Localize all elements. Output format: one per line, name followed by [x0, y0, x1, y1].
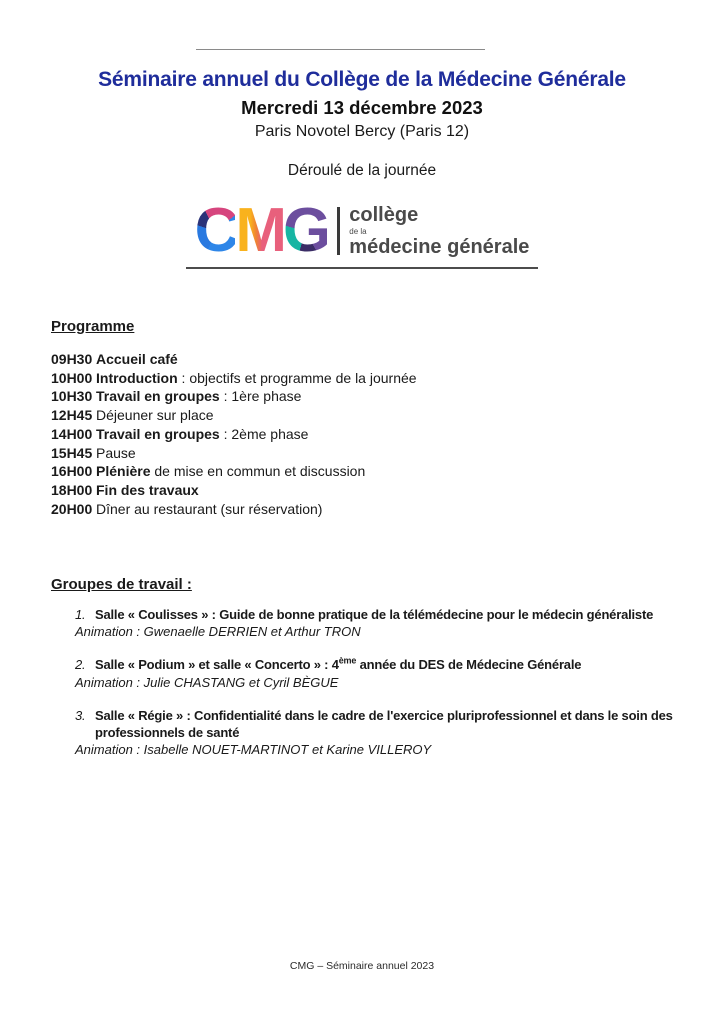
programme-row: [51, 350, 417, 369]
cmg-logo: [0, 196, 724, 265]
activity-bold: Travail en groupes: [96, 425, 220, 442]
seminar-title: Séminaire annuel du Collège de la Médecine Générale: [98, 68, 626, 91]
programme-list: [51, 350, 417, 518]
group-title-line: [75, 656, 675, 673]
activity-rest: de mise en commun et discussion: [150, 463, 366, 480]
activity-rest: : 1ère phase: [219, 388, 302, 405]
activity-bold: Fin des travaux: [96, 481, 199, 498]
time-label: 15H45: [51, 444, 93, 461]
programme-row: [51, 387, 417, 406]
group-animation: Animation : Julie CHASTANG et Cyril BÈGUE: [75, 674, 339, 690]
time-label: 09H30: [51, 351, 93, 367]
time-label: 18H00: [51, 481, 93, 498]
logo-letter-g: G: [283, 196, 328, 265]
programme-row: [51, 444, 417, 463]
group-title: [95, 657, 581, 672]
group-title: [95, 708, 673, 740]
logo-word-college: collège: [349, 204, 419, 226]
activity-bold: Accueil café: [96, 351, 178, 367]
cmg-logo-acronym: [194, 196, 338, 265]
working-groups-list: [75, 606, 675, 774]
logo-word-medecine-generale: médecine générale: [349, 236, 530, 258]
group-number: 1.: [75, 607, 86, 622]
logo-letter-c: C: [194, 196, 236, 265]
logo-wordmark: [349, 205, 529, 257]
logo-divider-rule: [186, 267, 538, 269]
programme-row: [51, 425, 417, 444]
group-title-text: Salle « Podium » et salle « Concerto » : 4: [95, 657, 339, 673]
group-title-line: [75, 707, 675, 741]
activity-bold: Introduction: [96, 369, 178, 386]
activity-rest: Pause: [96, 444, 136, 461]
programme-row: [51, 369, 417, 388]
activity-rest: : objectifs et programme de la journée: [177, 369, 417, 386]
activity-bold: Travail en groupes: [96, 388, 220, 405]
group-animation: Animation : Gwenaelle DERRIEN et Arthur TRON: [75, 624, 361, 640]
activity-rest: Déjeuner sur place: [96, 407, 214, 424]
time-label: 20H00: [51, 500, 93, 517]
group-title-line: [75, 606, 675, 623]
top-divider-rule: [196, 49, 485, 50]
time-label: 16H00: [51, 463, 93, 480]
time-label: 12H45: [51, 407, 93, 424]
group-item: [75, 656, 675, 690]
group-title-text: Salle « Coulisses » : Guide de bonne pratique de la télémédecine pour le médecin généraliste: [95, 607, 654, 622]
group-number: 3.: [75, 707, 86, 723]
group-title-superscript: ème: [338, 656, 357, 667]
programme-row: [51, 481, 417, 500]
programme-heading: Programme: [51, 318, 135, 335]
page-footer: CMG – Séminaire annuel 2023: [289, 960, 435, 972]
day-outline-subtitle: Déroulé de la journée: [287, 162, 437, 179]
groups-heading: Groupes de travail :: [51, 576, 192, 593]
logo-word-dela: de la: [349, 227, 367, 236]
activity-rest: : 2ème phase: [219, 425, 309, 442]
seminar-date: Mercredi 13 décembre 2023: [241, 97, 483, 118]
logo-divider-bar: [337, 207, 340, 255]
seminar-location: Paris Novotel Bercy (Paris 12): [254, 123, 470, 140]
activity-bold: Plénière: [96, 463, 151, 480]
activity-rest: Dîner au restaurant (sur réservation): [96, 500, 323, 517]
group-number: 2.: [75, 657, 86, 673]
group-animation: Animation : Isabelle NOUET-MARTINOT et Karine VILLEROY: [75, 742, 432, 758]
group-item: [75, 707, 675, 759]
group-title: [95, 607, 653, 622]
time-label: 10H30: [51, 388, 93, 405]
programme-row: [51, 462, 417, 481]
group-title-text: Salle « Régie » : Confidentialité dans le cadre de l'exercice pluriprofessionnel et dans le soin des professionnels de santé: [95, 707, 673, 741]
group-title-text-post: année du DES de Médecine Générale: [356, 657, 582, 673]
time-label: 10H00: [51, 369, 93, 386]
programme-row: [51, 500, 417, 519]
logo-letter-m: M: [235, 196, 284, 265]
time-label: 14H00: [51, 425, 93, 442]
programme-row: [51, 406, 417, 425]
group-item: [75, 606, 675, 640]
